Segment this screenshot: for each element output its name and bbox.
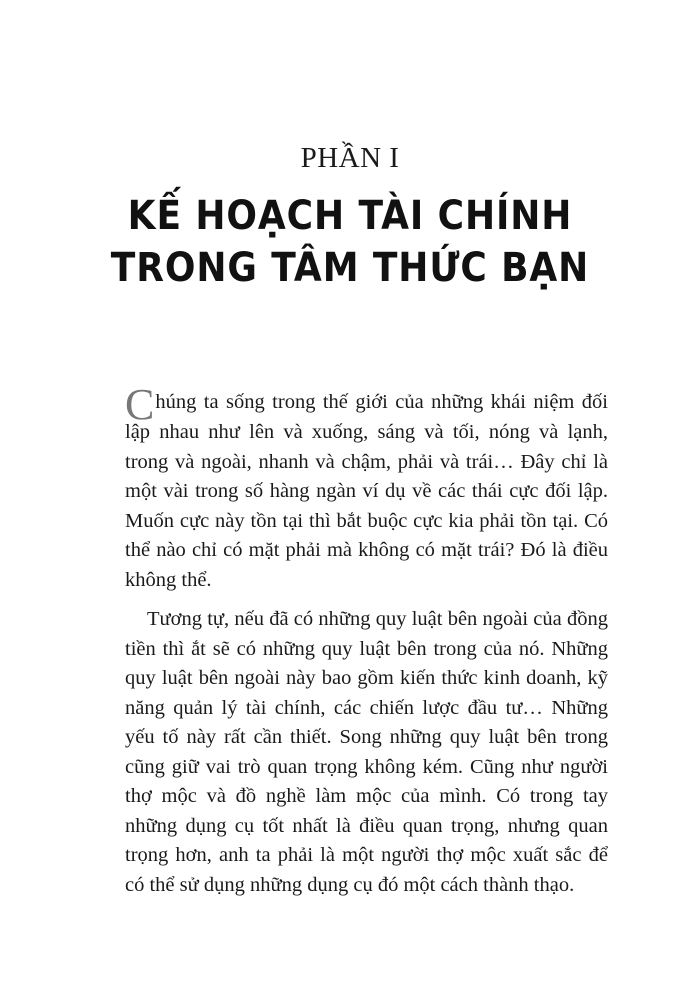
chapter-title (0, 190, 700, 294)
chapter-title-line-2: TRONG TÂM THỨC BẠN (110, 245, 590, 291)
part-label: PHẦN I (300, 142, 400, 174)
paragraph-2: Tương tự, nếu đã có những quy luật bên ngoài của đồng tiền thì ắt sẽ có những quy luật bên trong của nó. Những quy luật bên ngoài này bao gồm kiến thức kinh doanh, kỹ năng quản lý tài chính, các chiến lược đầu tư… Những yếu tố này rất cần thiết. Song những quy luật bên trong cũng giữ vai trò quan trọng không kém. Cũng như người thợ mộc và đồ nghề làm mộc của mình. Có trong tay những dụng cụ tốt nhất là điều quan trọng, nhưng quan trọng hơn, anh ta phải là một người thợ mộc xuất sắc để có thể sử dụng những dụng cụ đó một cách thành thạo. (125, 608, 608, 896)
body-text (125, 380, 608, 900)
paragraph-1-text: húng ta sống trong thế giới của những khái niệm đối lập nhau như lên và xuống, sáng và tối, nóng và lạnh, trong và ngoài, nhanh và chậm, phải và trái… Đây chỉ là một vài trong số hàng ngàn ví dụ về các thái cực đối lập. Muốn cực này tồn tại thì bắt buộc cực kia phải tồn tại. Có thể nào chỉ có mặt phải mà không có mặt trái? Đó là điều không thể. (125, 391, 608, 591)
chapter-title-line-1: KẾ HOẠCH TÀI CHÍNH (127, 193, 573, 239)
drop-cap: C (125, 380, 155, 429)
paragraph-1 (125, 380, 608, 595)
